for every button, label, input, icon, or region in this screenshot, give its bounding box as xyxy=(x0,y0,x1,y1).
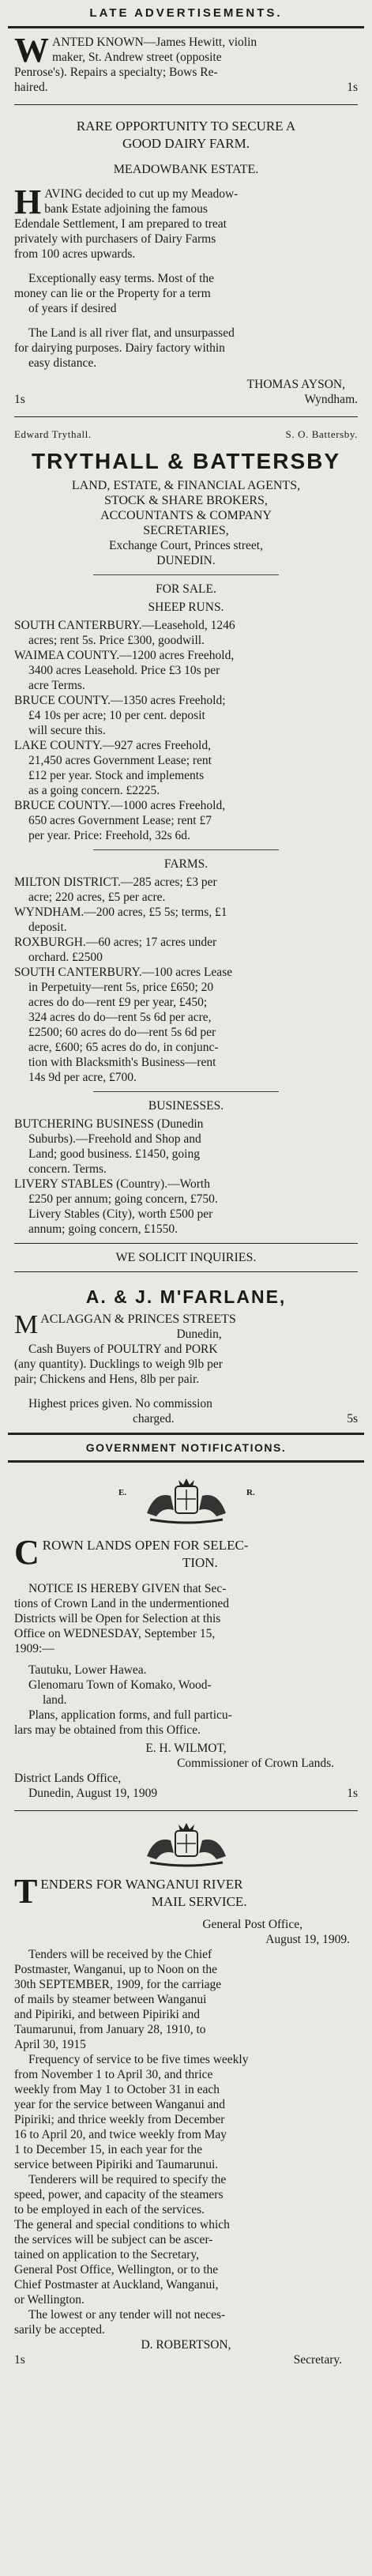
listing xyxy=(14,1177,358,1237)
crest-letter: R. xyxy=(246,1488,255,1497)
section-head: FARMS. xyxy=(163,857,209,871)
coat-of-arms-icon xyxy=(139,1475,234,1527)
listing-line: £2500; 60 acres do do—rent 5s 6d per xyxy=(28,1026,216,1039)
notice-line: to be employed in each of the services. xyxy=(14,2203,205,2216)
notice-line: 16 to April 20, and twice weekly from May xyxy=(14,2128,227,2141)
listing-line: orchard. £2500 xyxy=(28,951,103,964)
notice-line: 1909:— xyxy=(14,1642,54,1655)
notice-office: General Post Office, xyxy=(202,1918,302,1931)
district-line: land. xyxy=(43,1693,67,1707)
firm-city: DUNEDIN. xyxy=(156,554,216,567)
listing-line: acre, £600; 65 acres do do, in conjunc- xyxy=(28,1041,219,1054)
ad-price: 1s xyxy=(347,81,358,94)
ad-signer: THOMAS AYSON, xyxy=(246,378,345,391)
listing-line: acres; rent 5s. Price £300, goodwill. xyxy=(28,634,205,647)
ad-line: ANTED KNOWN—James Hewitt, violin xyxy=(52,36,257,49)
listing-line: Land; good business. £1450, going xyxy=(28,1147,200,1161)
listing xyxy=(14,905,358,935)
listing-line: acre Terms. xyxy=(28,679,85,692)
ad-price: 1s xyxy=(347,1787,358,1800)
listing-line: tion with Blacksmith's Business—rent xyxy=(28,1056,216,1069)
district-line: Glenomaru Town of Komako, Wood- xyxy=(28,1678,212,1692)
ad-price: 1s xyxy=(14,2353,25,2367)
dropcap: T xyxy=(14,1872,38,1911)
listing-line: BRUCE COUNTY.—1350 acres Freehold; xyxy=(14,694,226,707)
listing-line: Suburbs).—Freehold and Shop and xyxy=(28,1132,201,1146)
listing xyxy=(14,1117,358,1177)
listing-line: will secure this. xyxy=(28,724,106,737)
listing-line: WAIMEA COUNTY.—1200 acres Freehold, xyxy=(14,649,235,662)
notice-line: sarily be accepted. xyxy=(14,2323,105,2337)
notice-line: year for the service between Wanganui and xyxy=(14,2098,226,2111)
listing-line: 650 acres Government Lease; rent £7 xyxy=(28,814,212,827)
ad-line: pair; Chickens and Hens, 8lb per pair. xyxy=(14,1373,200,1386)
ad-line: money can lie or the Property for a term xyxy=(14,287,211,300)
listing-line: concern. Terms. xyxy=(28,1162,107,1176)
listing xyxy=(14,935,358,965)
ad-line: The Land is all river flat, and unsurpassed xyxy=(28,326,235,340)
listing-line: 324 acres do do—rent 5s 6d per acre, xyxy=(28,1011,212,1024)
ad-line: AVING decided to cut up my Meadow- xyxy=(44,187,239,201)
ad-line: Highest prices given. No commission xyxy=(28,1397,212,1410)
ad-line: Cash Buyers of POULTRY and PORK xyxy=(28,1343,218,1356)
notice-line: NOTICE IS HEREBY GIVEN that Sec- xyxy=(28,1582,227,1595)
notice-role: Commissioner of Crown Lands. xyxy=(177,1757,334,1770)
notice-line: service between Pipiriki and Taumarunui. xyxy=(14,2158,219,2171)
notice-line: Postmaster, Wanganui, up to Noon on the xyxy=(14,1963,218,1976)
listing xyxy=(14,648,358,693)
listing-line: £250 per annum; going concern, £750. xyxy=(28,1192,218,1206)
notice-title: ROWN LANDS OPEN FOR SELEC- xyxy=(42,1538,249,1553)
listing-line: acre; 220 acres, £5 per acre. xyxy=(28,891,166,904)
listing-line: 21,450 acres Government Lease; rent xyxy=(28,754,212,767)
notice-line: lars may be obtained from this Office. xyxy=(14,1723,201,1737)
notice-line: 30th SEPTEMBER, 1909, for the carriage xyxy=(14,1978,222,1991)
late-ads-heading: LATE ADVERTISEMENTS. xyxy=(89,6,283,20)
listing-line: deposit. xyxy=(28,921,67,934)
estate-name: MEADOWBANK ESTATE. xyxy=(113,163,259,176)
firm-line: SECRETARIES, xyxy=(143,524,229,537)
notice-title: MAIL SERVICE. xyxy=(151,1894,247,1909)
notice-line: Districts will be Open for Selection at this xyxy=(14,1612,221,1625)
firm-address: Exchange Court, Princes street, xyxy=(109,539,263,552)
dairy-farm-ad xyxy=(0,118,372,407)
notice-signer: E. H. WILMOT, xyxy=(145,1742,227,1755)
firm-line: ACCOUNTANTS & COMPANY xyxy=(100,509,272,522)
notice-line: speed, power, and capacity of the steamers xyxy=(14,2188,224,2201)
ad-line: bank Estate adjoining the famous xyxy=(44,202,208,216)
notice-office: District Lands Office, xyxy=(14,1772,122,1785)
notice-line: Tenders will be received by the Chief xyxy=(28,1948,212,1961)
notice-line: from November 1 to April 30, and thrice xyxy=(14,2068,213,2081)
notice-line: The general and special conditions to which xyxy=(14,2218,230,2231)
notice-line: General Post Office, Wellington, or to the xyxy=(14,2263,219,2277)
ad-line: for dairying purposes. Dairy factory within xyxy=(14,341,225,355)
listing-line: Livery Stables (City), worth £500 per xyxy=(28,1207,213,1221)
listing-line: LIVERY STABLES (Country).—Worth xyxy=(14,1177,210,1191)
dropcap: M xyxy=(14,1310,39,1339)
notice-line: The lowest or any tender will not neces- xyxy=(28,2308,226,2322)
listing-line: £4 10s per acre; 10 per cent. deposit xyxy=(28,709,205,722)
listing-line: £12 per year. Stock and implements xyxy=(28,769,205,782)
section-head: FOR SALE. xyxy=(156,582,216,596)
ad-line: easy distance. xyxy=(28,356,97,370)
section-head: SHEEP RUNS. xyxy=(148,601,224,614)
listing xyxy=(14,798,358,843)
gov-notifications-heading: GOVERNMENT NOTIFICATIONS. xyxy=(85,1441,287,1454)
notice-line: Plans, application forms, and full particu- xyxy=(28,1708,232,1722)
notice-line: weekly from May 1 to October 31 in each xyxy=(14,2083,220,2096)
ad-line: maker, St. Andrew street (opposite xyxy=(52,51,222,64)
listing-line: MILTON DISTRICT.—285 acres; £3 per xyxy=(14,876,217,889)
ad-line: (any quantity). Ducklings to weigh 9lb per xyxy=(14,1358,223,1371)
partner-name: Edward Trythall. xyxy=(14,428,92,440)
listing-line: in Perpetuity—rent 5s, price £650; 20 xyxy=(28,981,214,994)
notice-date: August 19, 1909. xyxy=(265,1933,350,1946)
listing-line: SOUTH CANTERBURY.—100 acres Lease xyxy=(14,966,233,979)
crown-lands-notice xyxy=(0,1533,372,1801)
ad-place: Wyndham. xyxy=(304,393,358,406)
listing-line: acres do do—rent £9 per year, £450; xyxy=(28,996,208,1009)
coat-of-arms-icon xyxy=(139,1821,234,1869)
notice-line: Frequency of service to be five times weekly xyxy=(28,2053,249,2066)
ad-line: haired. xyxy=(14,81,48,94)
royal-crest xyxy=(0,1472,372,1531)
notice-date: Dunedin, August 19, 1909 xyxy=(28,1787,158,1800)
listing-line: WYNDHAM.—200 acres, £5 5s; terms, £1 xyxy=(14,906,227,919)
notice-line: the services will be subject can be ascer- xyxy=(14,2233,213,2246)
ad-line: privately with purchasers of Dairy Farms xyxy=(14,232,216,246)
listing-line: as a going concern. £2225. xyxy=(28,784,160,797)
listing xyxy=(14,875,358,905)
royal-crest xyxy=(0,1821,372,1870)
ad-title: GOOD DAIRY FARM. xyxy=(122,136,250,151)
ad-title: RARE OPPORTUNITY TO SECURE A xyxy=(76,119,296,134)
listing-line: BRUCE COUNTY.—1000 acres Freehold, xyxy=(14,799,226,812)
listing-line: annum; going concern, £1550. xyxy=(28,1222,178,1236)
district-line: Tautuku, Lower Hawea. xyxy=(28,1663,147,1677)
section-head: BUSINESSES. xyxy=(148,1099,224,1113)
firm-line: STOCK & SHARE BROKERS, xyxy=(104,494,268,507)
notice-line: tions of Crown Land in the undermentioned xyxy=(14,1597,230,1610)
crest-letter: E. xyxy=(118,1488,127,1497)
notice-line: 1 to December 15, in each year for the xyxy=(14,2143,202,2156)
ad-line: charged. xyxy=(133,1412,175,1425)
solicit-line: WE SOLICIT INQUIRIES. xyxy=(115,1251,257,1264)
listing-line: BUTCHERING BUSINESS (Dunedin xyxy=(14,1117,204,1131)
partner-name: S. O. Battersby. xyxy=(285,428,358,440)
wanganui-mail-tender xyxy=(0,1872,372,2367)
listing xyxy=(14,738,358,798)
ad-line: Exceptionally easy terms. Most of the xyxy=(28,272,215,285)
dropcap: C xyxy=(14,1533,39,1572)
listing-line: 14s 9d per acre, £700. xyxy=(28,1071,137,1084)
firm-line: LAND, ESTATE, & FINANCIAL AGENTS, xyxy=(71,479,301,492)
notice-role: Secretary. xyxy=(293,2353,342,2367)
firm-name: TRYTHALL & BATTERSBY xyxy=(31,449,341,473)
notice-line: Taumarunui, from January 28, 1910, to xyxy=(14,2023,206,2036)
violin-ad xyxy=(0,31,372,95)
notice-line: Pipiriki; and thrice weekly from December xyxy=(14,2113,225,2126)
ad-price: 5s xyxy=(347,1412,358,1425)
ad-line: Penrose's). Repairs a specialty; Bows Re- xyxy=(14,66,218,79)
ad-line: of years if desired xyxy=(28,302,117,315)
listing xyxy=(14,965,358,1085)
notice-line: tained on application to the Secretary, xyxy=(14,2248,199,2262)
mcfarlane-ad xyxy=(0,1285,372,1426)
ad-line: Edendale Settlement, I am prepared to treat xyxy=(14,217,227,231)
notice-line: Chief Postmaster at Auckland, Wanganui, xyxy=(14,2278,219,2292)
firm-city: Dunedin, xyxy=(176,1328,222,1341)
notice-line: of mails by steamer between Wanganui xyxy=(14,1993,207,2006)
notice-line: Office on WEDNESDAY, September 15, xyxy=(14,1627,216,1640)
firm-name: A. & J. M'FARLANE, xyxy=(85,1286,287,1307)
listing-line: 3400 acres Leasehold. Price £3 10s per xyxy=(28,664,220,677)
notice-line: or Wellington. xyxy=(14,2293,85,2307)
listing-line: SOUTH CANTERBURY.—Leasehold, 1246 xyxy=(14,619,235,632)
firm-address: ACLAGGAN & PRINCES STREETS xyxy=(40,1312,236,1326)
listing-line: per year. Price: Freehold, 32s 6d. xyxy=(28,829,190,842)
listing-line: LAKE COUNTY.—927 acres Freehold, xyxy=(14,739,211,752)
listing xyxy=(14,618,358,648)
dropcap: H xyxy=(14,183,42,221)
notice-line: Tenderers will be required to specify the xyxy=(28,2173,227,2186)
notice-line: April 30, 1915 xyxy=(14,2038,86,2051)
listing xyxy=(14,693,358,738)
listing-line: ROXBURGH.—60 acres; 17 acres under xyxy=(14,936,217,949)
ad-line: from 100 acres upwards. xyxy=(14,247,136,261)
ad-price: 1s xyxy=(14,393,25,406)
notice-signer: D. ROBERTSON, xyxy=(141,2338,231,2352)
notice-line: and Pipiriki, and between Pipiriki and xyxy=(14,2008,201,2021)
trythall-battersby-ad xyxy=(0,427,372,1265)
notice-title: ENDERS FOR WANGANUI RIVER xyxy=(40,1877,243,1892)
dropcap: W xyxy=(14,31,49,70)
notice-title: TION. xyxy=(182,1555,218,1570)
